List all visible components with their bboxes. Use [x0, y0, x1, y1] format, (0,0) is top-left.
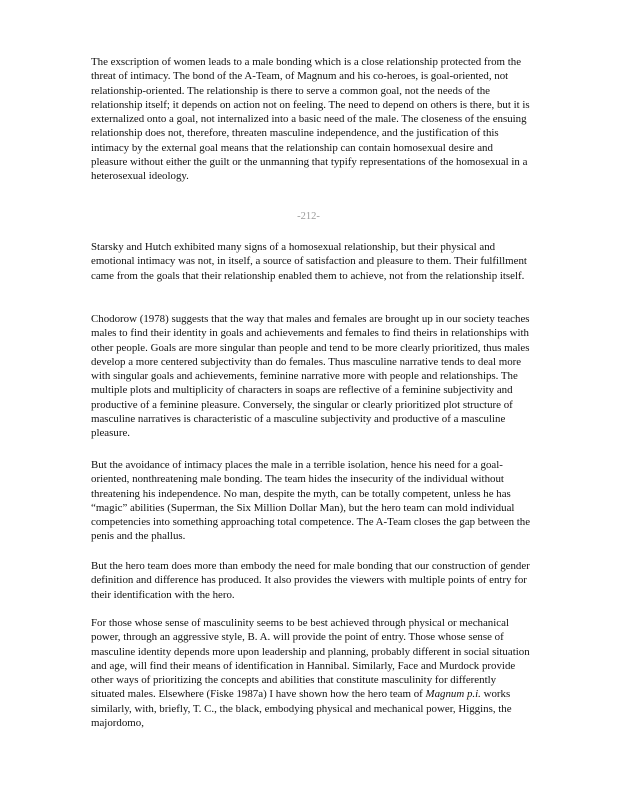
paragraph-text — [91, 616, 531, 730]
paragraph-text: Chodorow (1978) suggests that the way that males and females are brought up in our society teaches males to find their identity in goals and achievements and females to find theirs in relationships with other people. Goals are more singular than people and tend to be more clearly prioritized, thus males develop a more centered subjectivity than do females. Thus masculine narrative tends to deal more with singular goals and achievements, feminine narrative more with people and relationships. The multiple plots and multiplicity of characters in soaps are reflective of a feminine subjectivity and productive of a feminine pleasure. Conversely, the singular or clearly prioritized plot structure of masculine narratives is characteristic of a masculine subjectivity and productive of a masculine pleasure. — [91, 313, 530, 439]
paragraph-text-part: works similarly, with, briefly, T. C., the black, embodying physical and mechanical power, Higgins, the majordomo, — [91, 688, 512, 729]
paragraph-hero-team — [91, 559, 531, 602]
paragraph-text: The exscription of women leads to a male bonding which is a close relationship protected from the threat of intimacy. The bond of the A-Team, of Magnum and his co-heroes, is goal-oriented, not relationship-oriented. The relationship is there to serve a common goal, not the needs of the relationship itself; it depends on action not on feeling. The need to depend on others is there, but it is externalized onto a goal, not internalized into a basic need of the male. The closeness of the ensuing relationship does not, therefore, threaten masculine independence, and the justification of this intimacy by the external goal means that the relationship can contain homosexual desire and pleasure without either the guilt or the unmanning that typify representations of the homosexual in a heterosexual ideology. — [91, 56, 530, 182]
paragraph-text-part: For those whose sense of masculinity seems to be best achieved through physical or mechanical power, through an aggressive style, B. A. will provide the point of entry. Those whose sense of masculine identity depends more upon leadership and planning, probably different in social situation and age, will find their means of identification in Hannibal. Similarly, Face and Murdock provide other ways of prioritizing the concepts and abilities that constitute masculinity for differently situated males. Elsewhere (Fiske 1987a) I have shown how the hero team of — [91, 617, 530, 701]
paragraph-text: Starsky and Hutch exhibited many signs of a homosexual relationship, but their physical and emotional intimacy was not, in itself, a source of satisfaction and pleasure to them. Their fulfillment came from the goals that their relationship enabled them to achieve, not from the relationship itself. — [91, 241, 527, 282]
paragraph-male-bonding — [91, 55, 531, 183]
paragraph-text: But the avoidance of intimacy places the male in a terrible isolation, hence his need for a goal-oriented, nonthreatening male bonding. The team hides the insecurity of the individual without threatening his independence. No man, despite the myth, can be totally competent, unless he has “magic” abilities (Superman, the Six Million Dollar Man), but the hero team can mold individual competencies into something approaching total competence. The A-Team closes the gap between the penis and the phallus. — [91, 459, 531, 543]
show-title-magnum: Magnum p.i. — [425, 688, 481, 701]
paragraph-avoidance-intimacy — [91, 458, 531, 544]
paragraph-chodorow — [91, 312, 531, 440]
paragraph-points-of-entry — [91, 616, 531, 730]
page-number: -212- — [297, 211, 320, 222]
paragraph-text: But the hero team does more than embody the need for male bonding that our construction of gender definition and difference has produced. It also provides the viewers with multiple points of entry for their identification with the hero. — [91, 560, 530, 601]
paragraph-starsky-hutch — [91, 240, 531, 283]
